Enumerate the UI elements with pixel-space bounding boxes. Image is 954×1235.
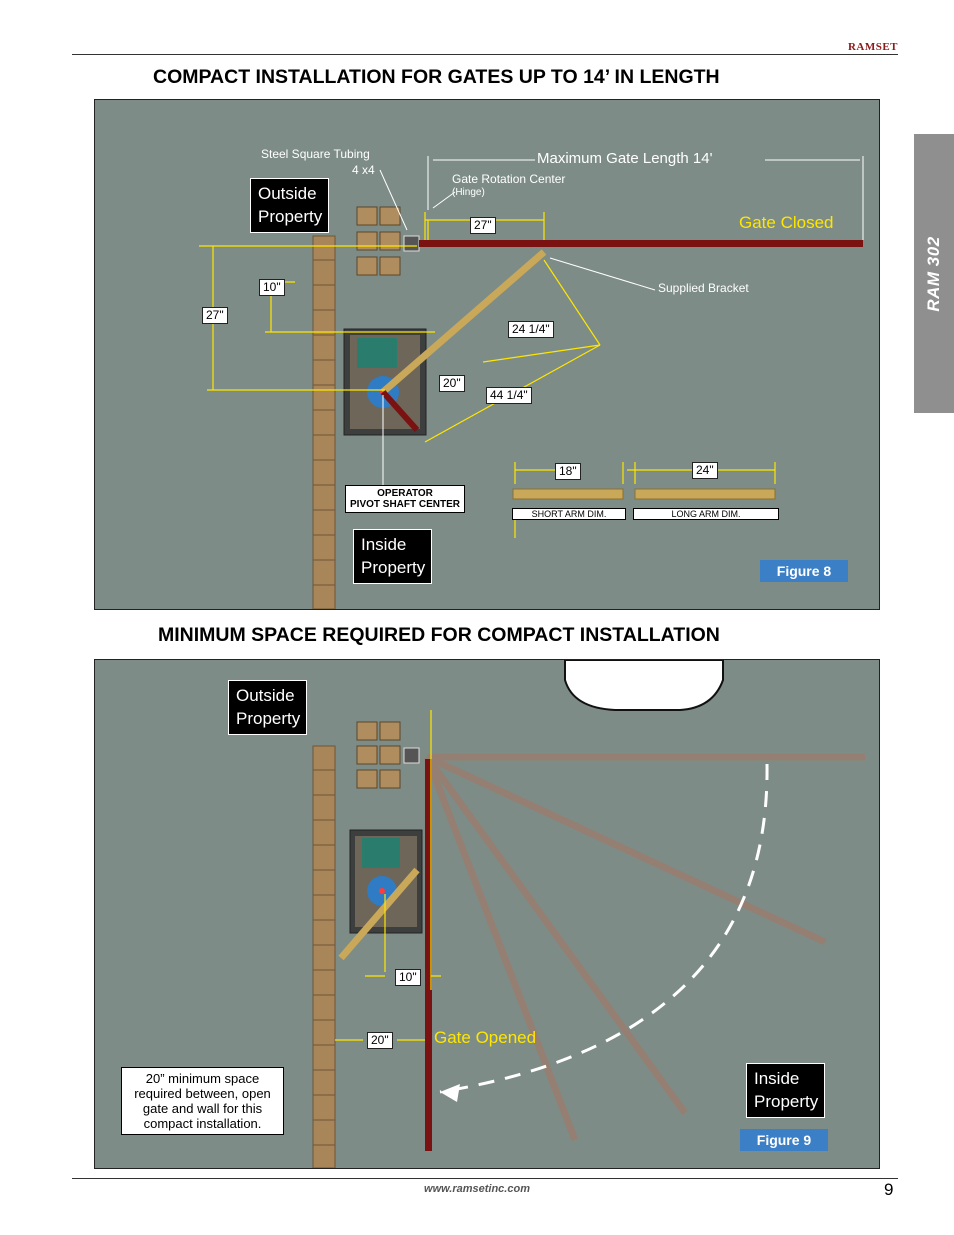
section1-title: COMPACT INSTALLATION FOR GATES UP TO 14’ IN LENGTH bbox=[153, 66, 720, 88]
inside-property-label-2: Inside Property bbox=[746, 1063, 825, 1118]
gate-rotation-label: Gate Rotation Center bbox=[452, 172, 566, 186]
steel-tubing-label: Steel Square Tubing bbox=[261, 147, 370, 161]
supplied-bracket-label: Supplied Bracket bbox=[658, 281, 749, 295]
operator-unit bbox=[344, 329, 426, 435]
dim-44-1-4: 44 1/4" bbox=[486, 387, 532, 404]
figure9-panel bbox=[94, 659, 880, 1169]
minimum-space-note: 20” minimum space required between, open gate and wall for this compact installation. bbox=[121, 1067, 284, 1135]
inside-property-label: Inside Property bbox=[353, 529, 432, 584]
dim-10-fig9: 10" bbox=[395, 969, 421, 986]
gate-closed-label: Gate Closed bbox=[739, 213, 834, 232]
hinge-label: (Hinge) bbox=[452, 187, 485, 198]
max-gate-length-label: Maximum Gate Length 14' bbox=[537, 150, 713, 167]
wall-blocks bbox=[357, 207, 400, 275]
dim-24-1-4: 24 1/4" bbox=[508, 321, 554, 338]
page-number: 9 bbox=[884, 1180, 894, 1199]
brick-wall bbox=[313, 236, 335, 609]
long-arm-label: LONG ARM DIM. bbox=[633, 508, 779, 520]
side-tab bbox=[914, 134, 954, 413]
footer-rule bbox=[72, 1178, 898, 1179]
dim-27-left: 27" bbox=[202, 307, 228, 324]
brand-logo: RAMSET bbox=[847, 41, 898, 53]
wall-blocks bbox=[357, 722, 400, 788]
dim-18: 18" bbox=[555, 463, 581, 480]
white-callouts bbox=[380, 156, 863, 490]
figure9-tab: Figure 9 bbox=[740, 1129, 828, 1151]
sample-arms bbox=[513, 489, 775, 499]
dim-27-top: 27" bbox=[470, 217, 496, 234]
side-tab-label: RAM 302 bbox=[924, 235, 943, 312]
car bbox=[565, 660, 723, 710]
figure8-panel bbox=[94, 99, 880, 610]
swing-arrowhead bbox=[440, 1084, 460, 1102]
steel-post bbox=[404, 748, 419, 763]
gate-opened-label: Gate Opened bbox=[434, 1028, 537, 1047]
dim-20: 20" bbox=[439, 375, 465, 392]
gate-closed bbox=[419, 240, 863, 247]
dim-10: 10" bbox=[259, 279, 285, 296]
footer-url[interactable]: www.ramsetinc.com bbox=[424, 1183, 530, 1195]
header-rule bbox=[72, 54, 898, 55]
brick-wall bbox=[313, 746, 335, 1168]
dim-20-fig9: 20" bbox=[367, 1032, 393, 1049]
steel-post bbox=[404, 236, 419, 251]
steel-tubing-size: 4 x4 bbox=[352, 163, 375, 177]
short-arm-label: SHORT ARM DIM. bbox=[512, 508, 626, 520]
dim-24: 24" bbox=[692, 462, 718, 479]
figure8-tab: Figure 8 bbox=[760, 560, 848, 582]
outside-property-label: Outside Property bbox=[250, 178, 329, 233]
section2-title: MINIMUM SPACE REQUIRED FOR COMPACT INSTALLATION bbox=[158, 624, 720, 646]
operator-pivot-label: OPERATOR PIVOT SHAFT CENTER bbox=[345, 485, 465, 513]
outside-property-label-2: Outside Property bbox=[228, 680, 307, 735]
